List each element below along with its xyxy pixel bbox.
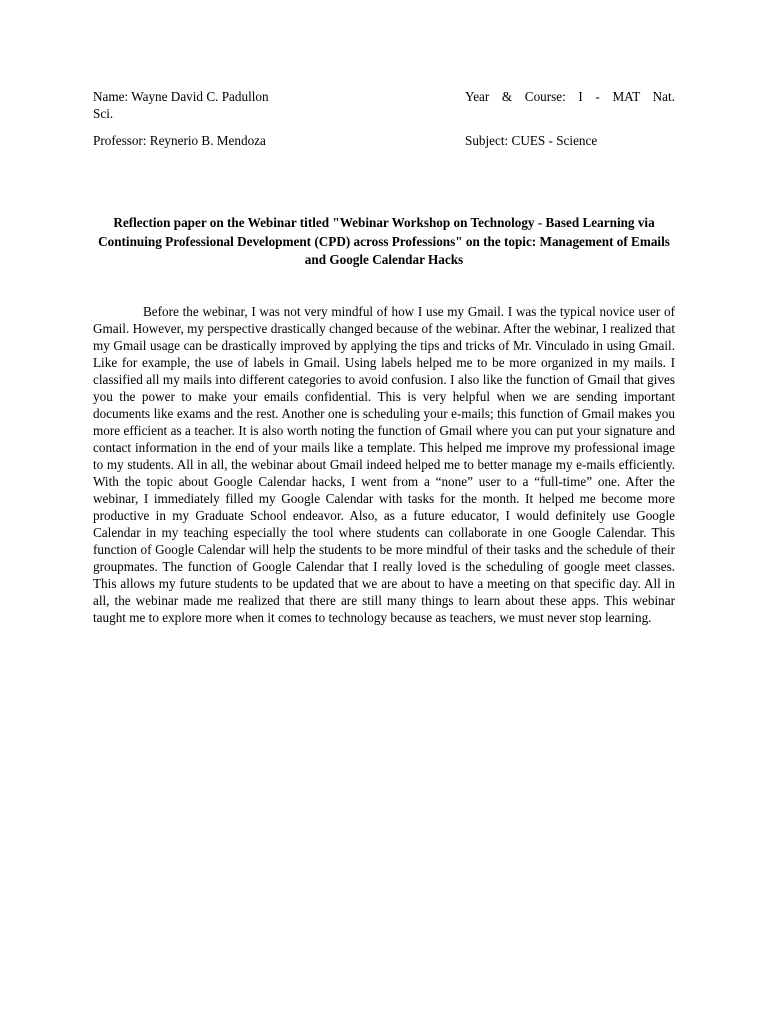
- year-course: Year & Course: I - MAT Nat.: [465, 89, 675, 104]
- header-row-professor: [93, 132, 675, 149]
- subject: Subject: CUES - Science: [465, 133, 598, 148]
- document-title: Reflection paper on the Webinar titled "Webinar Workshop on Technology - Based Learning via Continuing Professional Development (CPD) across Professions" on the topic: Management of Emails and Google Calendar Hacks: [98, 215, 670, 267]
- document-header: [93, 88, 675, 149]
- year-course-continuation: Sci.: [93, 106, 114, 121]
- header-row-name: [93, 88, 675, 122]
- student-name: Name: Wayne David C. Padullon: [93, 89, 269, 104]
- professor-name: Professor: Reynerio B. Mendoza: [93, 133, 266, 148]
- body-paragraph: Before the webinar, I was not very mindful of how I use my Gmail. I was the typical novice user of Gmail. However, my perspective drastically changed because of the webinar. After the webinar, I realized that my Gmail usage can be drastically improved by applying the tips and tricks of Mr. Vinculado in using Gmail. Like for example, the use of labels in Gmail. Using labels helped me to be more organized in my mails. I classified all my mails into different categories to avoid confusion. I also like the function of Gmail that gives you the power to make your emails confidential. This is very helpful when we are sending important documents like exams and the rest. Another one is scheduling your e-mails; this function of Gmail makes you more efficient as a teacher. It is also worth noting the function of Gmail where you can put your signature and contact information in the end of your mails like a template. This helped me improve my professional image to my students. All in all, the webinar about Gmail indeed helped me to better manage my e-mails efficiently. With the topic about Google Calendar hacks, I went from a “none” user to a “full-time” one. After the webinar, I immediately filled my Google Calendar with tasks for the month. It helped me become more productive in my Graduate School endeavor. Also, as a future educator, I would definitely use Google Calendar in my teaching especially the tool where students can collaborate in one Google Calendar. This function of Google Calendar will help the students to be more mindful of their tasks and the schedule of their groupmates. The function of Google Calendar that I really loved is the scheduling of google meet classes. This allows my future students to be updated that we are about to have a meeting on that specific day. All in all, the webinar made me realized that there are still many things to learn about these apps. This webinar taught me to explore more when it comes to technology because as teachers, we must never stop learning.: [93, 304, 675, 625]
